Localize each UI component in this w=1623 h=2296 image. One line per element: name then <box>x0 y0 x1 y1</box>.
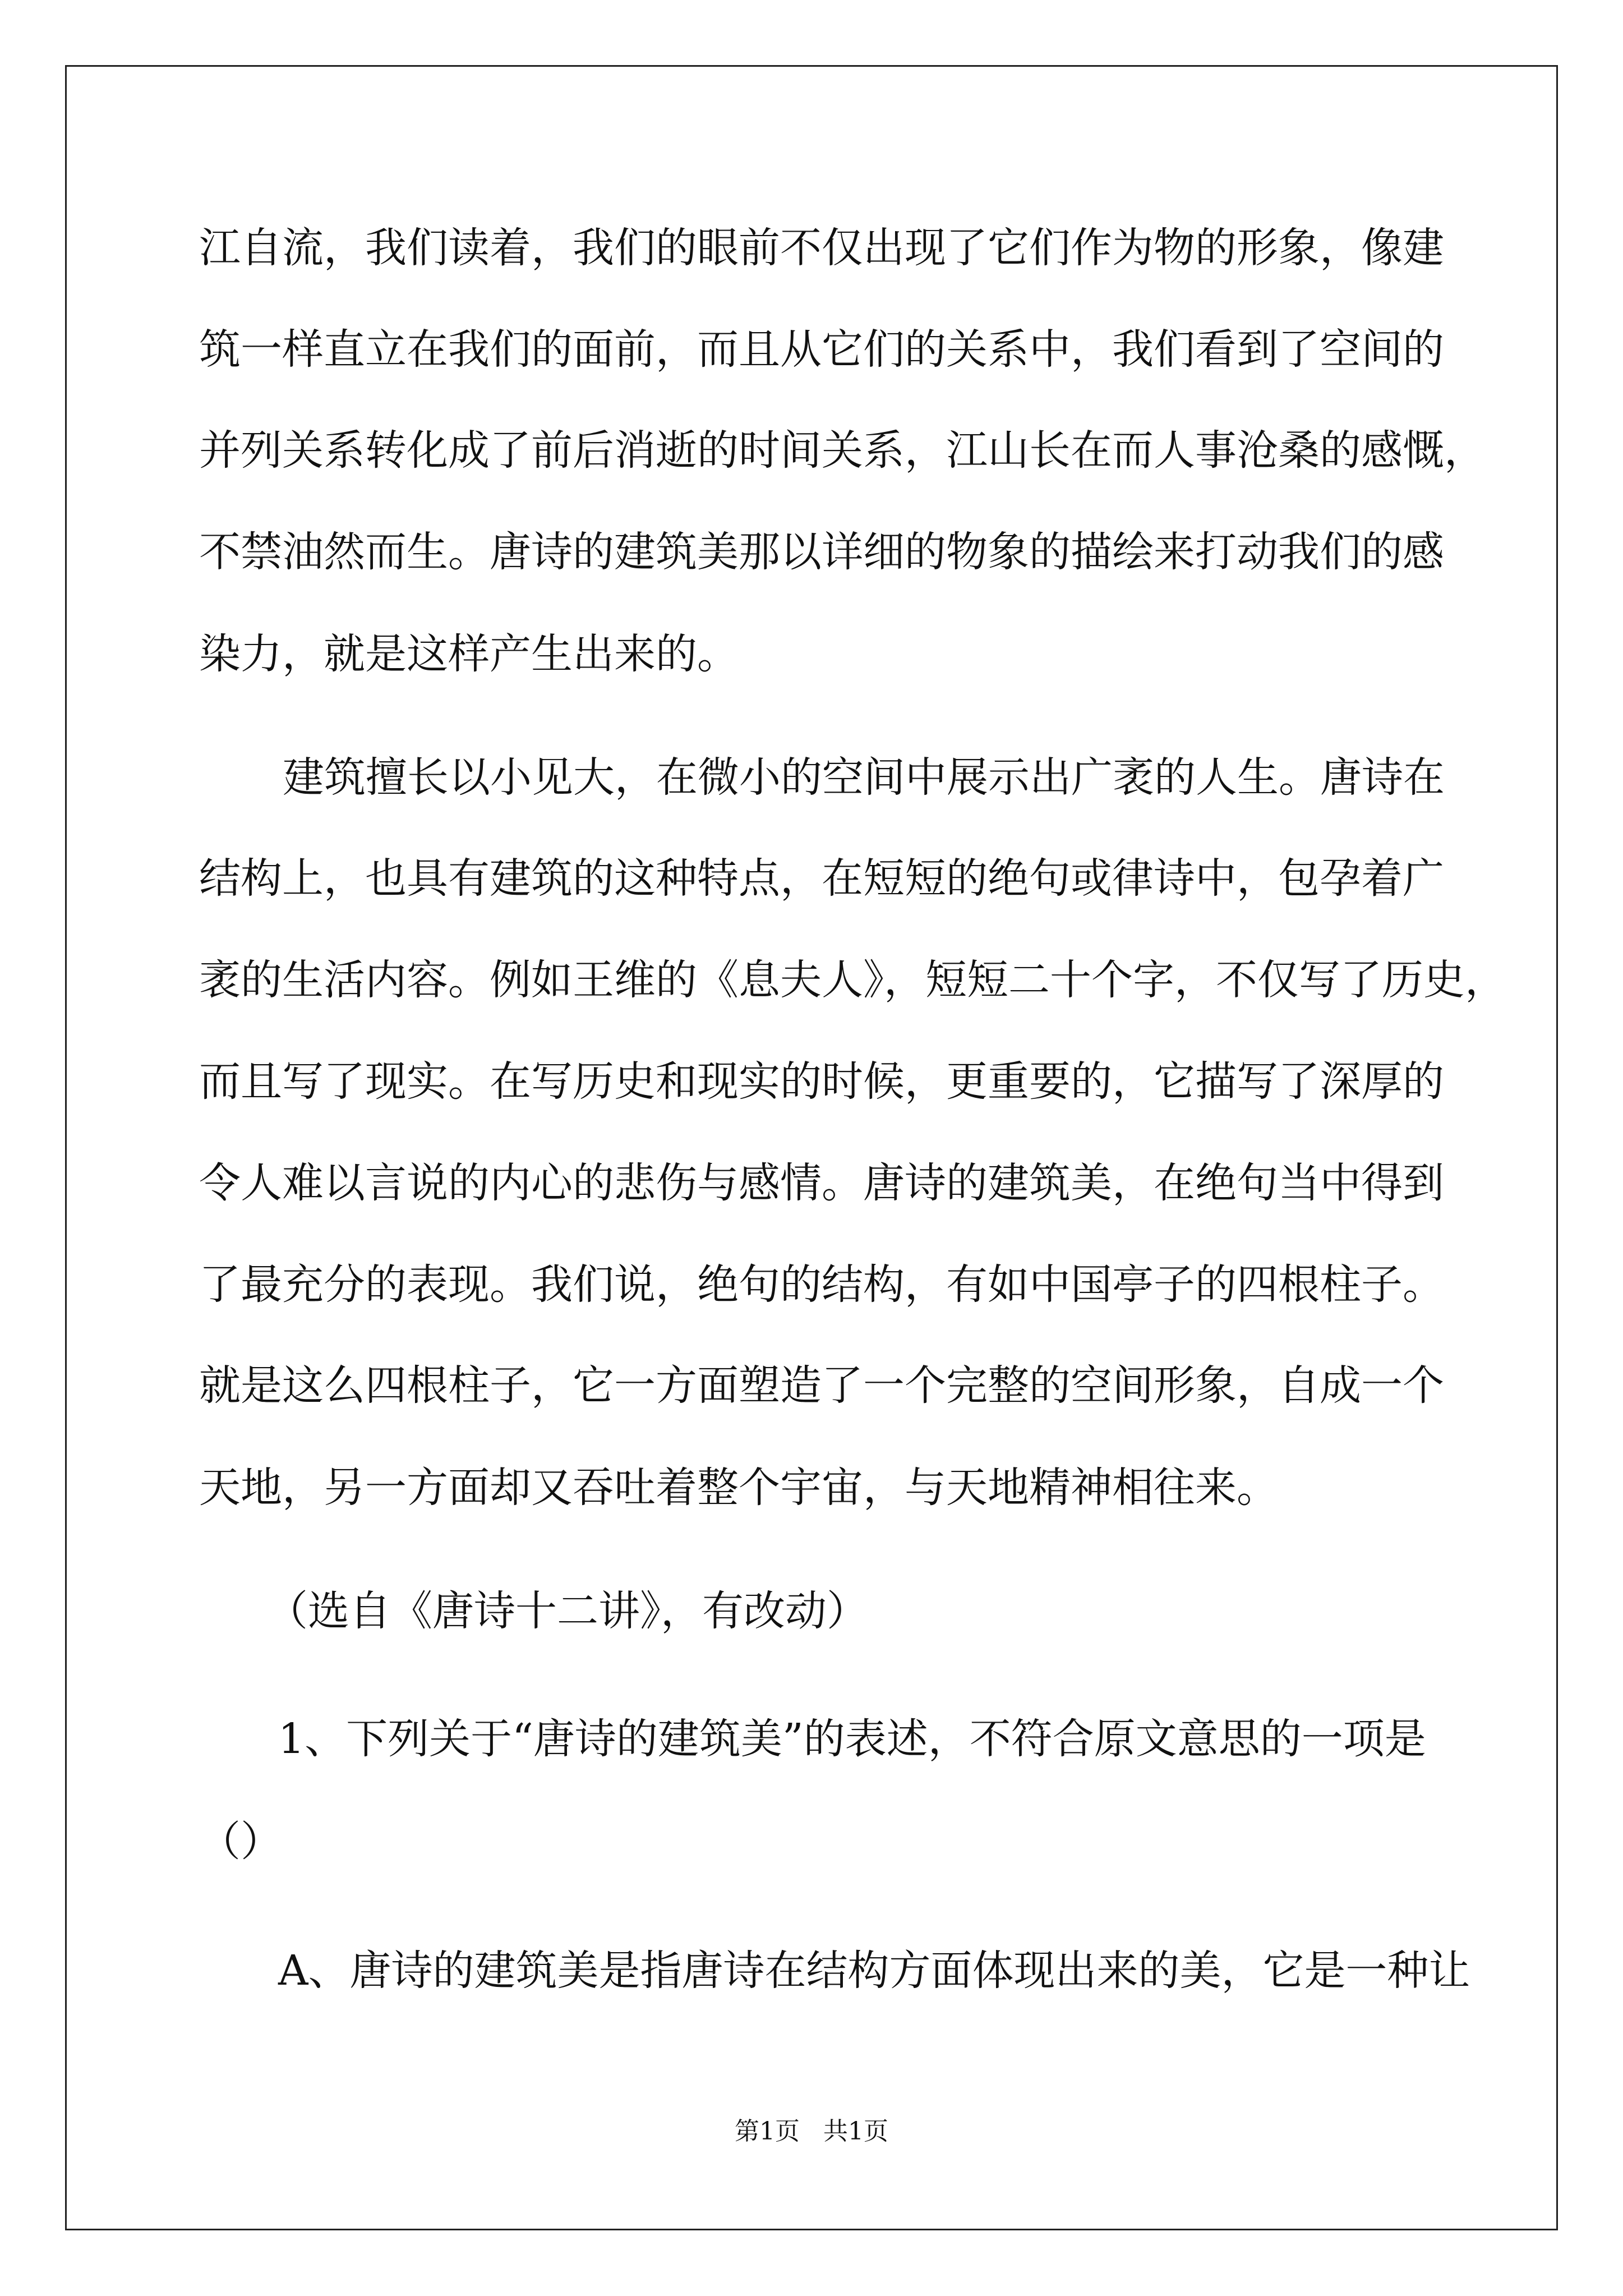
text-line: 并列关系转化成了前后消逝的时间关系，江山长在而人事沧桑的感慨， <box>199 426 1486 475</box>
text-line: 了最充分的表现。我们说，绝句的结构，有如中国亭子的四根柱子。 <box>199 1260 1444 1309</box>
text-line: 不禁油然而生。唐诗的建筑美那以详细的物象的描绘来打动我们的感 <box>199 528 1444 576</box>
text-line: 江自流，我们读着，我们的眼前不仅出现了它们作为物的形象，像建 <box>199 224 1444 272</box>
source-citation: （选自《唐诗十二讲》，有改动） <box>266 1587 868 1635</box>
option-a: A、唐诗的建筑美是指唐诗在结构方面体现出来的美，它是一种让 <box>278 1947 1470 1995</box>
text-line: 而且写了现实。在写历史和现实的时候，更重要的，它描写了深厚的 <box>199 1057 1444 1106</box>
text-line: 筑一样直立在我们的面前，而且从它们的关系中，我们看到了空间的 <box>199 325 1444 374</box>
question-1-answer-blank: （） <box>199 1818 282 1866</box>
text-line: 染力，就是这样产生出来的。 <box>199 630 739 678</box>
page-border <box>65 65 1558 2230</box>
text-line: 令人难以言说的内心的悲伤与感情。唐诗的建筑美，在绝句当中得到 <box>199 1159 1444 1207</box>
text-line: 就是这么四根柱子，它一方面塑造了一个完整的空间形象，自成一个 <box>199 1361 1444 1410</box>
paragraph-start-line: 建筑擅长以小见大，在微小的空间中展示出广袤的人生。唐诗在 <box>283 753 1445 802</box>
text-line: 结构上，也具有建筑的这种特点，在短短的绝句或律诗中，包孕着广 <box>199 854 1444 903</box>
question-1: 1、下列关于“唐诗的建筑美”的表述，不符合原文意思的一项是 <box>278 1715 1426 1763</box>
page-footer: 第1页 共1页 <box>735 2117 888 2146</box>
text-line: 袤的生活内容。例如王维的《息夫人》，短短二十个字，不仅写了历史， <box>199 956 1506 1004</box>
text-line: 天地，另一方面却又吞吐着整个宇宙，与天地精神相往来。 <box>199 1464 1278 1512</box>
